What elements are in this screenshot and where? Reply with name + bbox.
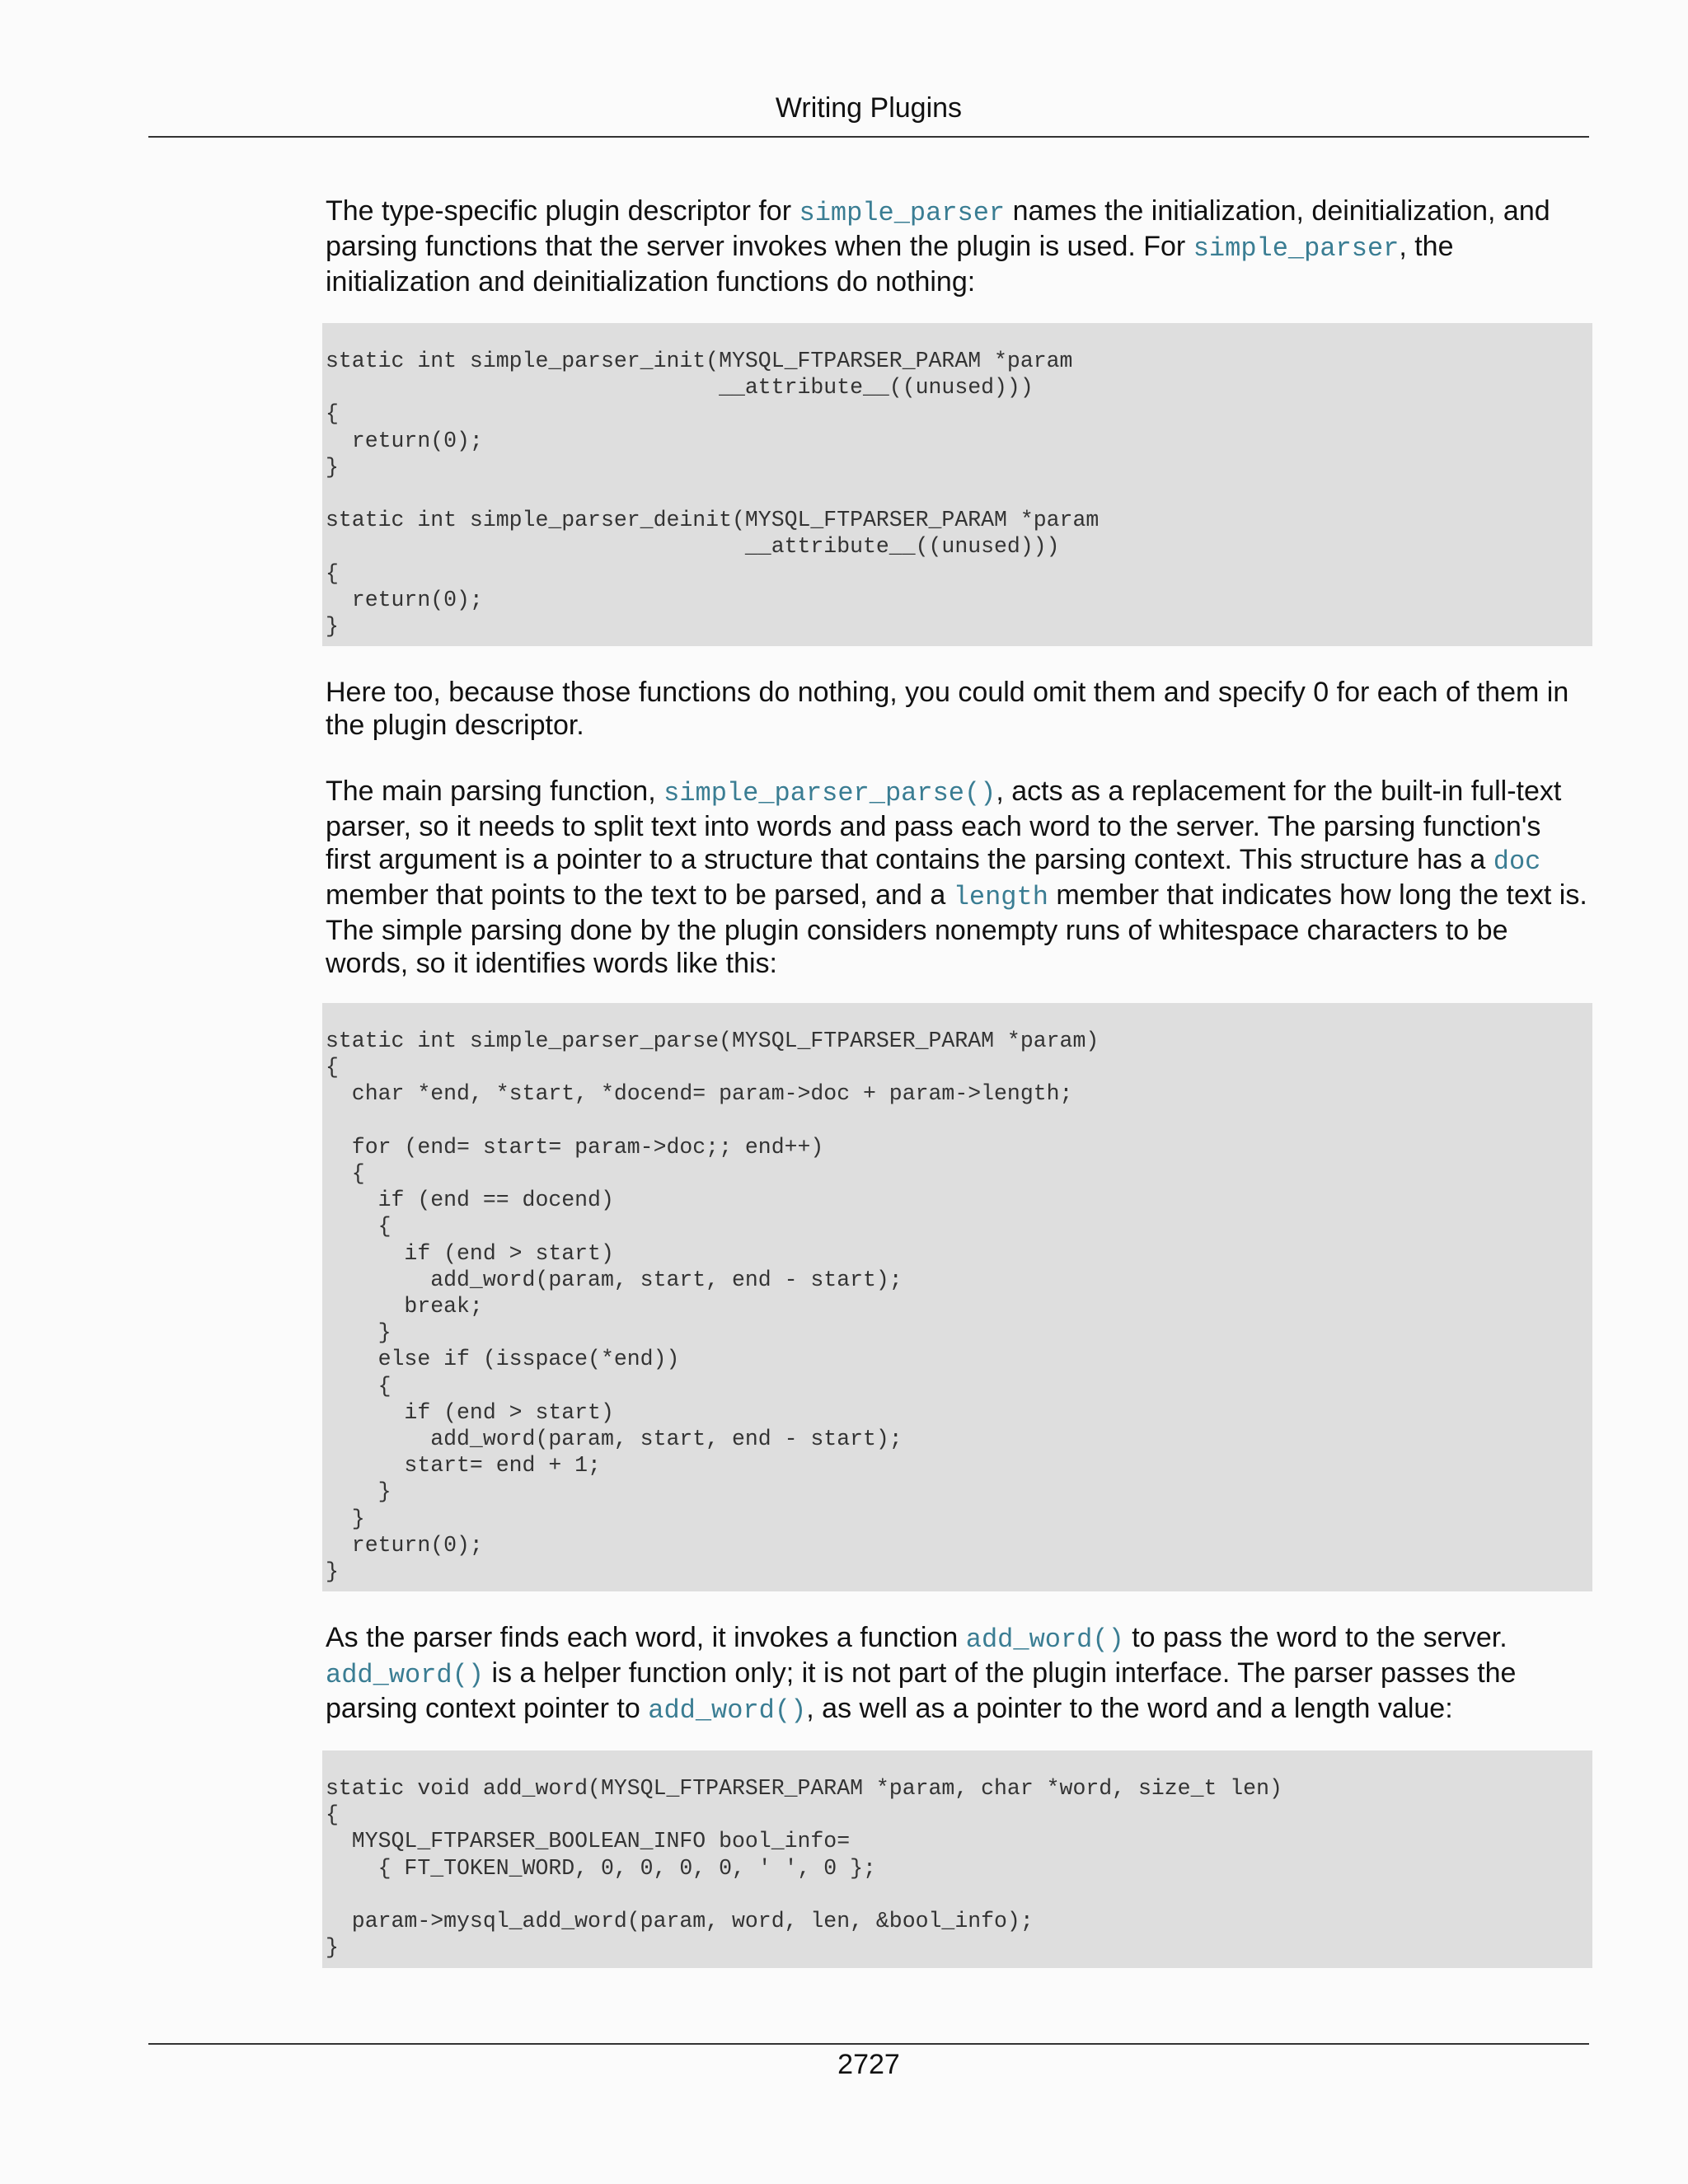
text-run: The main parsing function, — [326, 776, 664, 807]
text-run: member that indicates how long the text is. The simple parsing done by the plugin considers nonempty runs of whitespace characters to be words, so it identifies words like this: — [326, 879, 1587, 979]
paragraph-parse-function — [326, 775, 1591, 980]
code-add-word: add_word() — [965, 1624, 1124, 1655]
code-add-word: add_word() — [648, 1695, 807, 1726]
text-run: member that points to the text to be parsed, and a — [326, 879, 954, 911]
text-run: , acts as a replacement for the built-in full-text parser, so it needs to split text into words and pass each word to the server. The parsing function's first argument is a pointer to a structure that contains the parsing context. This structure has a — [326, 776, 1562, 875]
code-doc: doc — [1493, 846, 1541, 877]
text-run: Here too, because those functions do nothing, you could omit them and specify 0 for each of them in the plugin descriptor. — [326, 677, 1569, 741]
code-add-word: add_word() — [326, 1660, 485, 1690]
text-run: As the parser finds each word, it invokes a function — [326, 1622, 966, 1653]
code-block-add-word: static void add_word(MYSQL_FTPARSER_PARAM *param, char *word, size_t len) { MYSQL_FTPARSER_BOOLEAN_INFO bool_info= { FT_TOKEN_WORD, 0, 0, 0, 0, ' ', 0 }; param->mysql_add_word(param, word, len, &bool_info); } — [322, 1750, 1592, 1968]
header-rule — [148, 136, 1589, 138]
footer-rule — [148, 2043, 1589, 2045]
code-simple-parser-parse: simple_parser_parse() — [663, 778, 996, 808]
page-number: 2727 — [837, 2049, 900, 2080]
text-run: names the initialization, deinitialization, and parsing functions that the server invokes when the plugin is used. For — [326, 195, 1550, 262]
text-run: is a helper function only; it is not part of the plugin interface. The parser passes the parsing context pointer to — [326, 1657, 1517, 1724]
text-run: The type-specific plugin descriptor for — [326, 195, 799, 227]
code-block-parse: static int simple_parser_parse(MYSQL_FTPARSER_PARAM *param) { char *end, *start, *docend= param->doc + param->length; for (end= start= param->doc;; end++) { if (end == docend) { if (end > start) add_word(param, start, end - start); break; } else if (isspace(*end)) { if (end > start) add_word(param, start, end - start); start= end + 1; } } return(0); } — [322, 1003, 1592, 1591]
code-block-init-deinit: static int simple_parser_init(MYSQL_FTPARSER_PARAM *param __attribute__((unused))) { return(0); } static int simple_parser_deinit(MYSQL_FTPARSER_PARAM *param __attribute__((unused))) { return(0); } — [322, 323, 1592, 646]
paragraph-add-word — [326, 1621, 1591, 1727]
code-simple-parser: simple_parser — [799, 198, 1006, 228]
paragraph-omit — [326, 676, 1591, 742]
page-header-title: Writing Plugins — [775, 92, 963, 124]
paragraph-descriptor — [326, 194, 1591, 298]
text-run: , as well as a pointer to the word and a length value: — [806, 1693, 1453, 1724]
text-run: to pass the word to the server. — [1123, 1622, 1507, 1653]
code-length: length — [953, 882, 1048, 912]
code-simple-parser: simple_parser — [1193, 233, 1400, 264]
text-run: , the initialization and deinitialization functions do nothing: — [326, 231, 1454, 298]
